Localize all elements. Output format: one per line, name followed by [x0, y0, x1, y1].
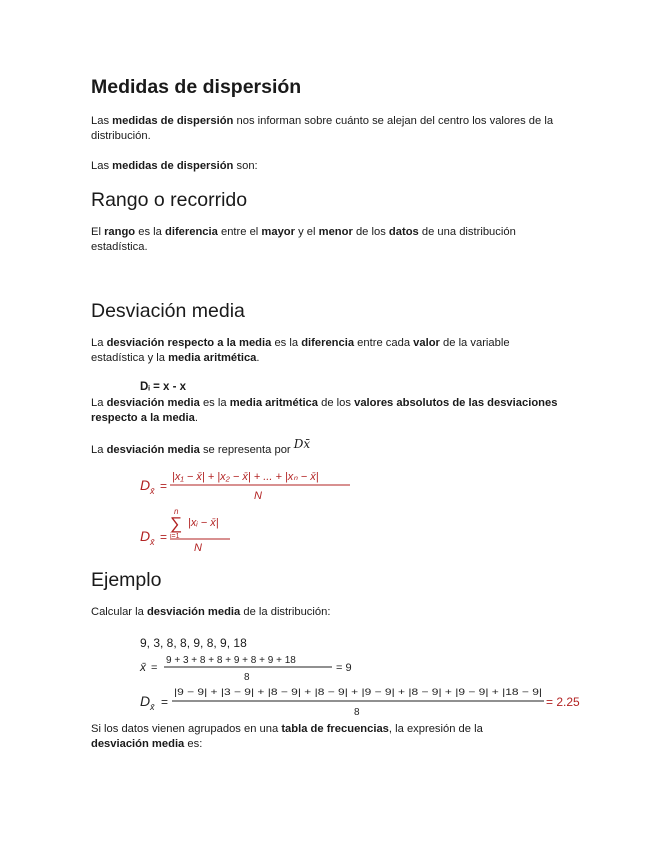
rango-paragraph: El rango es la diferencia entre el mayor y el menor de los datos de una distribución estadística. [91, 226, 516, 253]
formula1-denominator: N [254, 490, 262, 502]
formula2-eq: = [160, 530, 168, 544]
formula2-lhs: D [140, 528, 151, 544]
dev-denominator: 8 [354, 707, 360, 718]
formula2-sum-top: n [174, 507, 179, 516]
ejemplo-data: 9, 3, 8, 8, 9, 8, 9, 18 [140, 636, 247, 650]
ejemplo-heading: Ejemplo [91, 569, 162, 591]
formula-desviacion-media-sum [136, 506, 266, 556]
dev-eq: = [161, 695, 169, 709]
mean-denominator: 8 [244, 672, 250, 683]
formula-di: Dᵢ = x - x [140, 381, 187, 393]
mean-result: = 9 [336, 662, 352, 674]
dx-symbol: Dx̄ [293, 437, 311, 451]
formula2-sum-bottom: i=1 [170, 533, 180, 540]
intro-paragraph: Las medidas de dispersión nos informan sobre cuánto se alejan del centro los valores de la distribución. [91, 115, 554, 142]
mean-lhs: x̄ [140, 660, 146, 674]
dev-numerator: |9 − 9| + |3 − 9| + |8 − 9| + |8 − 9| + |9 − 9| + |8 − 9| + |9 − 9| + |18 − 9| [174, 687, 542, 697]
desviacion-paragraph-1: La desviación respecto a la media es la diferencia entre cada valor de la variable estadística y la media aritmética. [91, 337, 510, 364]
formula1-lhs: D [140, 477, 151, 493]
list-intro-paragraph: Las medidas de dispersión son: [91, 160, 258, 172]
ejemplo-paragraph-1: Calcular la desviación media de la distribución: [91, 606, 331, 618]
mean-numerator: 9 + 3 + 8 + 8 + 9 + 8 + 9 + 18 [166, 655, 296, 666]
formula2-numerator: |xᵢ − x̄| [188, 517, 219, 529]
desviacion-heading: Desviación media [91, 300, 245, 322]
formula1-numerator: |x₁ − x̄| + |x₂ − x̄| + ... + |xₙ − x̄| [172, 471, 319, 483]
formula2-sum-sign: ∑ [170, 514, 183, 533]
formula-desviacion-ejemplo [136, 680, 596, 720]
page-title: Medidas de dispersión [91, 76, 302, 98]
formula2-denominator: N [194, 542, 202, 554]
mean-eq: = [151, 662, 158, 674]
formula2-sub: x̄ [150, 537, 155, 547]
dev-result: = 2.25 [546, 695, 580, 709]
desviacion-paragraph-3: La desviación media se representa por Dx̄ [91, 437, 311, 456]
formula1-sub: x̄ [150, 486, 155, 496]
formula1-eq: = [160, 479, 168, 493]
rango-heading: Rango o recorrido [91, 189, 248, 211]
desviacion-paragraph-2: La desviación media es la media aritmética de los valores absolutos de las desviaciones respecto a la media. [91, 397, 558, 424]
dev-sub: x̄ [150, 702, 155, 712]
ejemplo-paragraph-2: Si los datos vienen agrupados en una tabla de frecuencias, la expresión de la desviación media es: [91, 723, 483, 750]
formula-desviacion-media-expanded [136, 464, 366, 504]
dev-lhs: D [140, 693, 151, 709]
